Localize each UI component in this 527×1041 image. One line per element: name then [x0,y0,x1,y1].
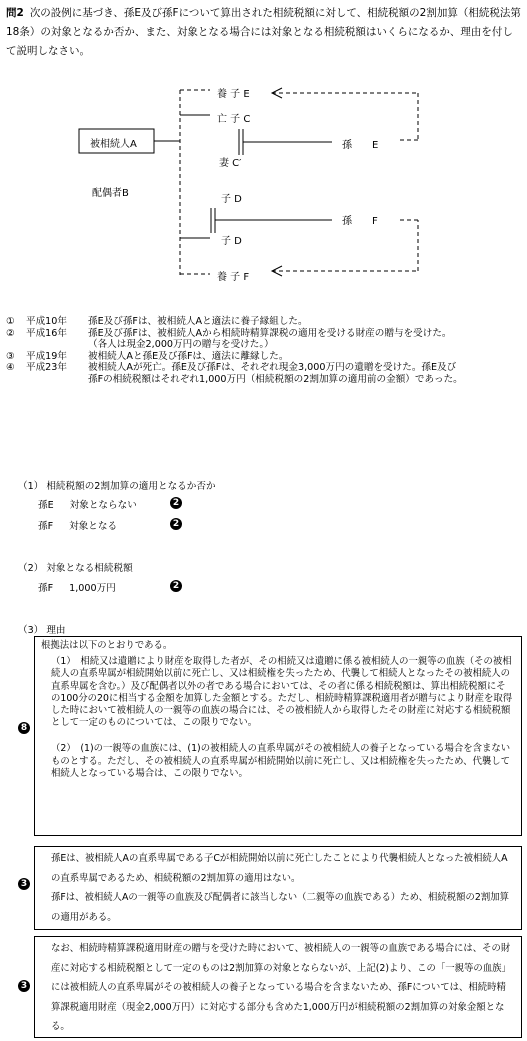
answer2-row-f: 孫F 1,000万円 [38,583,116,594]
heir-label: 被相続人A [90,139,137,150]
history-row: 孫Fの相続税額はそれぞれ1,000万円（相続税額の2割加算の適用前の金額）であった。 [88,373,463,385]
answer2-heading: （2） 対象となる相続税額 [18,563,133,574]
history-row: （各人は現金2,000万円の贈与を受けた。） [88,339,274,350]
child-d1-label: 子 D [221,194,242,205]
reason-grandchild-f: 孫Fは、被相続人Aの一親等の血族及び配偶者に該当しない（二親等の血族である）ため、相続税額の2割加算の適用がある。 [51,892,510,923]
reason-law-intro: 根拠法は以下のとおりである。 [41,640,173,651]
reason-grandchild-e: 孫Eは、被相続人Aの直系卑属である子Cが相続開始以前に死亡したことにより代襲相続人となった被相続人Aの直系卑属であるため、相続税額の2割加算の適用はない。 [51,853,508,884]
reason-box-amount [34,936,522,1038]
score-badge: 8 [18,722,30,734]
history-row: ③ 平成19年 被相続人Aと孫E及び孫Fは、適法に離縁した。 [6,350,289,362]
reason-box-applicability [34,846,522,930]
question-body: 次の設例に基づき、孫E及び孫Fについて算出された相続税額に対して、相続税額の2割加算（相続税法第18条）の対象となるか否か、また、対象となる場合には対象となる相続税額はいくらになるか、理由を付して説明しなさい。 [6,7,521,57]
answer3-heading: （3） 理由 [18,625,66,636]
answer1-heading: （1） 相続税額の2割加算の適用となるか否か [18,481,216,492]
score-badge: 3 [18,878,30,890]
history-row: ④ 平成23年 被相続人Aが死亡。孫E及び孫Fは、それぞれ現金3,000万円の遺贈を受けた。孫E及び [6,362,457,373]
score-badge: 2 [170,497,182,509]
family-diagram [0,80,527,285]
question-number: 問2 [6,7,24,19]
wife-c-label: 妻 C′ [219,158,242,169]
question-text [6,4,521,61]
answer1-row-f: 孫F 対象となる [38,521,118,532]
reason-amount-text: なお、相続時精算課税適用財産の贈与を受けた時において、被相続人の一親等の血族である場合には、その財産に対応する相続税額として一定のものは2割加算の対象とならないが、上記(2)より、この「一親等の血族」には被相続人の直系卑属がその被相続人の養子となっている場合を含まないため、孫Fについては、相続時精算課税適用財産（現金2,000万円）に対応する部分も含めた1,000万円が相続税額の2割加算の対象金額となる。 [51,943,511,1033]
score-badge: 2 [170,518,182,530]
child-d2-label: 子 D [221,236,242,247]
history-row: ① 平成10年 孫E及び孫Fは、被相続人Aと適法に養子縁組した。 [6,316,308,327]
score-badge: 3 [18,980,30,992]
grandchild-f-label: 孫 F [342,216,378,227]
reason-law-item2: （2） (1)の一親等の血族には、(1)の被相続人の直系卑属がその被相続人の養子となっている場合を含まないものとする。ただし、その被相続人の直系卑属が相続開始以前に死亡し、又は相続権を失ったため、代襲して相続人となっている場合は、この限りでない。 [51,743,511,779]
grandchild-e-label: 孫 E [342,140,379,151]
reason-box-law [34,636,522,836]
adopted-e-label: 養 子 E [217,89,250,100]
history-list [6,316,521,385]
dead-child-c-label: 亡 子 C [217,114,251,125]
reason-law-item1: （1） 相続又は遺贈により財産を取得した者が、その相続又は遺贈に係る被相続人の一親等の血族（その被相続人の直系卑属が相続開始以前に死亡し、又は相続権を失ったため、代襲して相続人となったその被相続人の直系卑属を含む。）及び配偶者以外の者である場合においては、その者に係る相続税額は、算出相続税額にその100分の20に相当する金額を加算した金額とする。ただし、相続時精算課税適用者が贈与により財産を取得した時において被相続人の一親等の血族の場合には、その被相続人から取得したその財産に対応する相続税額として一定のものについては、この限りでない。 [51,656,513,729]
adopted-f-label: 養 子 F [217,272,250,283]
score-badge: 2 [170,580,182,592]
spouse-label: 配偶者B [92,188,129,199]
history-row: ② 平成16年 孫E及び孫Fは、被相続人Aから相続時精算課税の適用を受ける財産の贈与を受けた。 [6,327,452,339]
answer1-row-e: 孫E 対象とならない [38,500,137,511]
